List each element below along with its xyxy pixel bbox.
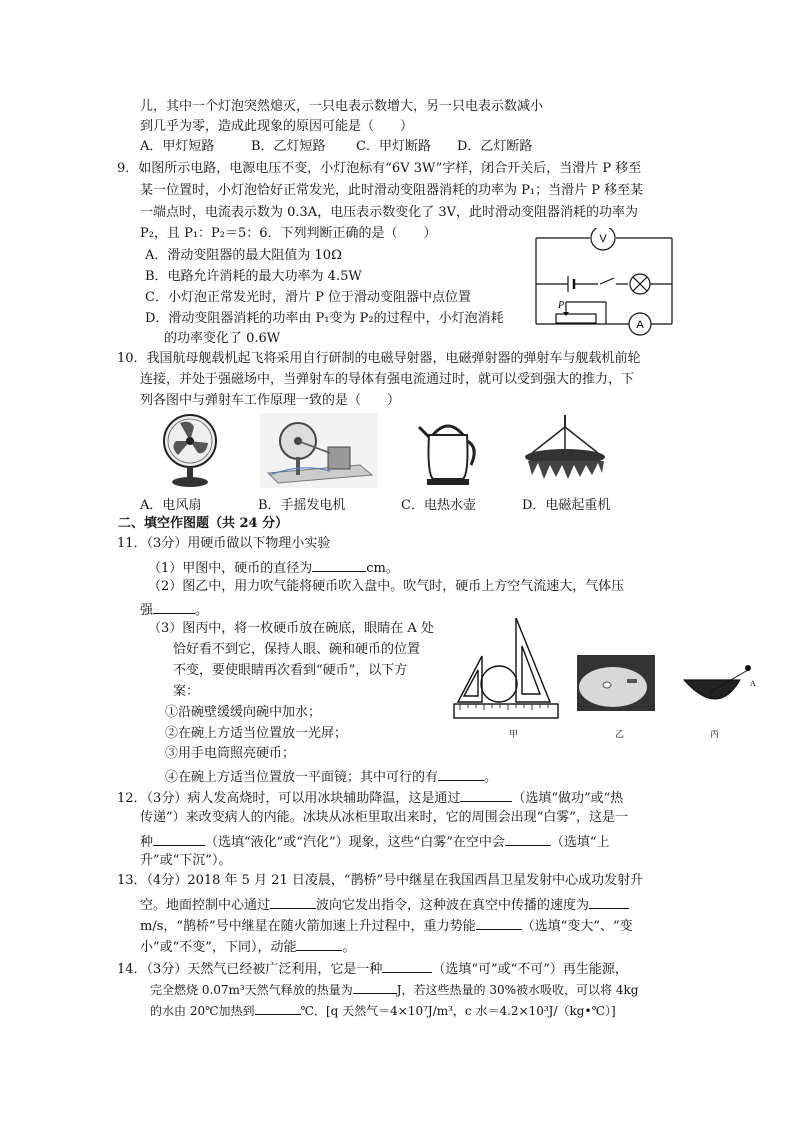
section-2-heading: 二、填空作图题（共 24 分）: [118, 516, 289, 531]
q13-line4: 小”或“不变”，下同），动能 。: [140, 936, 355, 957]
figure-label-jia: 甲: [509, 730, 519, 740]
q11-sub3-line3: 不变，要使眼睛再次看到“硬币”，以下方: [173, 663, 408, 678]
q8-line1: 儿，其中一个灯泡突然熄灭，一只电表示数增大，另一只电表示数减小: [140, 99, 544, 114]
q11-line1: 11．（3分）用硬币做以下物理小实验: [117, 536, 331, 551]
q11-option-3: ③用手电筒照亮硬币；: [165, 746, 296, 761]
q10-line1: 10．我国航母舰载机起飞将采用自行研制的电磁导射器，电磁弹射器的弹射车与舰载机前轮: [117, 351, 641, 366]
voltmeter-label: V: [599, 233, 607, 245]
electric-kettle-image: [415, 413, 481, 488]
q10-caption-a: A．电风扇: [140, 498, 202, 513]
slider-p-label: P: [558, 300, 565, 311]
hand-generator-image: [260, 413, 378, 488]
ammeter-label: A: [636, 319, 644, 331]
q11-sub3-line1: （3）图丙中，将一枚硬币放在碗底，眼睛在 A 处: [148, 621, 434, 636]
q9-option-d-line2: 的功率变化了 0.6W: [164, 331, 281, 346]
q13-line1: 13．（4分）2018 年 5 月 21 日凌晨，“鹊桥”号中继星在我国西昌卫星发射中心成功发射升: [117, 873, 644, 888]
q10-caption-d: D．电磁起重机: [522, 498, 611, 513]
q12-line4: 升”或“下沉”）。: [140, 853, 232, 868]
bowl-eye-figure: [680, 658, 758, 708]
q9-option-b: B．电路允许消耗的最大功率为 4.5W: [145, 269, 362, 284]
q9-line3: 一端点时，电流表示数为 0.3A，电压表示数变化了 3V，此时滑动变阻器消耗的功率为: [140, 205, 638, 220]
q12-line3: 种 （选填“液化”或“汽化”）现象，这些“白雾”在空中会 （选填“上: [140, 831, 610, 852]
q11-option-2: ②在碗上方适当位置放一光屏；: [165, 726, 348, 741]
figure-point-a: A: [750, 679, 756, 688]
q9-line4: P₂，且 P₁：P₂＝5：6．下列判断正确的是（ ）: [140, 226, 437, 241]
q10-line2: 连接，并处于强磁场中，当弹射车的导体有强电流通过时，就可以受到强大的推力，下: [140, 372, 635, 387]
q8-option-d: D．乙灯断路: [457, 139, 533, 154]
q14-line1: 14．（3分）天然气已经被广泛利用，它是一种 （选填“可”或“不可”）再生能源，: [117, 958, 628, 979]
electromagnetic-crane-image: [518, 413, 613, 488]
q9-line2: 某一位置时，小灯泡恰好正常发光，此时滑动变阻器消耗的功率为 P₁；当滑片 P 移至某: [140, 183, 644, 198]
q10-caption-b: B．手摇发电机: [258, 498, 346, 513]
figure-label-bing: 丙: [710, 730, 720, 740]
q11-option-4: ④在碗上方适当位置放一平面镜；其中可行的有 。: [165, 766, 497, 787]
q11-sub2-line1: （2）图乙中，用力吹气能将硬币吹入盘中。吹气时，硬币上方空气流速大，气体压: [148, 579, 625, 594]
q14-line2: 完全燃烧 0.07m³天然气释放的热量为 J，若这些热量的 30%被水吸收，可以将 4kg: [150, 979, 638, 999]
q10-caption-c: C．电热水壶: [401, 498, 476, 513]
circuit-diagram: [528, 228, 678, 340]
q13-line3: m/s，“鹊桥”号中继星在随火箭加速上升过程中，重力势能 （选填“变大”、“变: [140, 915, 633, 936]
q8-option-a: A．甲灯短路: [140, 139, 215, 154]
q9-option-c: C．小灯泡正常发光时，滑片 P 位于滑动变阻器中点位置: [145, 290, 471, 305]
q14-line3: 的水由 20℃加热到 ℃．[q 天然气＝4×10⁷J/m³，c 水＝4.2×10³J/（kg•℃）]: [150, 1000, 616, 1020]
q13-line2: 空。地面控制中心通过 波向它发出指令，这种波在真空中传播的速度为: [140, 894, 629, 915]
q11-sub1: （1）甲图中，硬币的直径为 cm。: [148, 557, 399, 578]
q10-line3: 列各图中与弹射车工作原理一致的是（ ）: [140, 393, 401, 408]
q11-sub3-line4: 案：: [173, 684, 200, 699]
electric-fan-image: [160, 413, 220, 488]
q12-line1: 12．（3分）病人发高烧时，可以用冰块辅助降温，这是通过 （选填“做功”或“热: [117, 787, 623, 808]
q8-line2: 到几乎为零，造成此现象的原因可能是（ ）: [140, 119, 414, 134]
q9-line1: 9．如图所示电路，电源电压不变，小灯泡标有“6V 3W”字样，闭合开关后，当滑片 P 移至: [117, 161, 642, 176]
q9-option-d-line1: D．滑动变阻器消耗的功率由 P₁变为 P₂的过程中，小灯泡消耗: [145, 311, 504, 326]
q8-option-c: C．甲灯断路: [356, 139, 431, 154]
q9-option-a: A．滑动变阻器的最大阻值为 10Ω: [145, 248, 342, 263]
q12-line2: 传递”）来改变病人的内能。冰块从冰柜里取出来时，它的周围会出现“白雾”，这是一: [140, 810, 628, 825]
plate-coin-photo: [577, 655, 655, 711]
q8-option-b: B．乙灯短路: [251, 139, 326, 154]
q11-sub2-line2: 强 。: [140, 599, 208, 620]
q11-option-1: ①沿碗壁缓缓向碗中加水；: [165, 705, 322, 720]
ruler-triangle-figure: [450, 614, 562, 726]
q11-sub3-line2: 恰好看不到它，保持人眼、碗和硬币的位置: [173, 642, 421, 657]
figure-label-yi: 乙: [615, 730, 625, 740]
